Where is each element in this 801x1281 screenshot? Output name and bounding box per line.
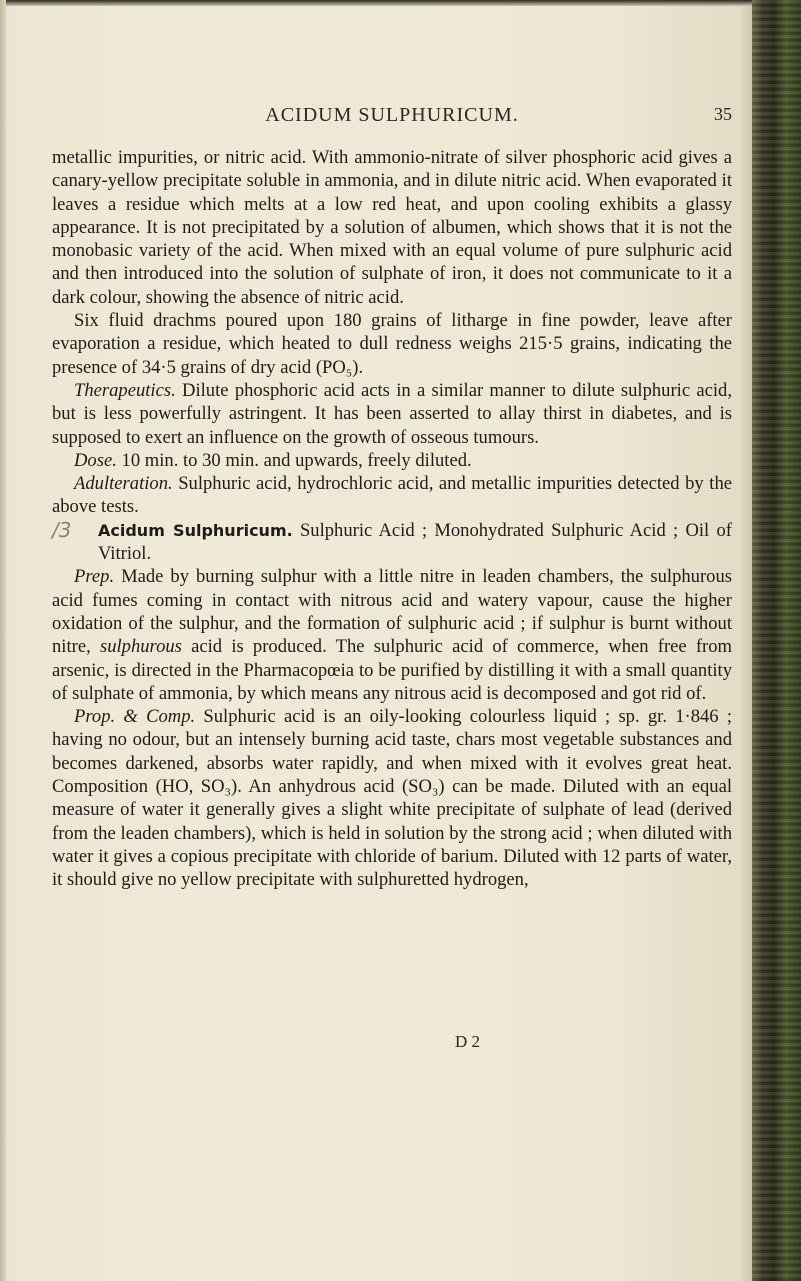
page-body [52,146,732,892]
therapeutics-label: Therapeutics. [74,379,176,401]
therapeutics-text: Dilute phosphoric acid acts in a similar manner to dilute sulphuric acid, but is less powerfully astringent. It has been asserted to allay thirst in diabetes, and is supposed to exert an influence on the growth of osseous tumours. [52,379,732,448]
signature-mark [52,1032,732,1052]
prep-label: Prep. [74,566,115,588]
prop-comp-label: Prop. & Comp. [74,706,196,728]
entry-acidum-sulphuricum [52,519,732,566]
paragraph-dose [52,449,732,472]
paragraph-litharge-test: Six fluid drachms poured upon 180 grains of litharge in fine powder, leave after evaporation a residue, which heated to dull redness weighs 215·5 grains, indicating the presence of 34·5 grains of dry acid (PO₅). [52,310,732,378]
prep-text-b: acid is produced. The sulphuric acid of commerce, when free from arsenic, is directed in the Pharmacopœia to be purified by distilling it with a small quantity of sulphate of ammonia, by which means any nitrous acid is decomposed and got rid of. [52,636,733,704]
paragraph-properties [52,705,732,891]
page-top-edge [0,0,752,6]
paragraph-impurities: metallic impurities, or nitric acid. With ammonio-nitrate of silver phosphoric acid gives a canary-yellow precipitate soluble in ammonia, and in dilute nitric acid. When evaporated it leaves a residue which melts at a low red heat, and upon cooling exhibits a glassy appearance. It is not precipitated by a solution of albumen, which shows that it is not the monobasic variety of the acid. When mixed with an equal volume of pure sulphuric acid and then introduced into the solution of sulphate of iron, it does not communicate to it a dark colour, showing the absence of nitric acid. [52,147,732,308]
page-left-edge [0,0,6,1281]
signature-text: D 2 [454,1032,480,1051]
adulteration-text: Sulphuric acid, hydrochloric acid, and metallic impurities detected by the above tests. [52,473,732,518]
prop-comp-text: Sulphuric acid is an oily-looking colourless liquid ; sp. gr. 1·846 ; having no odour, but an intensely burning acid taste, chars most vegetable substances and becomes darkened, absorbs water rapidly, and when mixed with it evolves great heat. Composition (HO, SO₃). An anhydrous acid (SO₃) can be made. Diluted with an equal measure of water it generally gives a slight white precipitate of sulphate of lead (derived from the leaden chambers), which is held in solution by the strong acid ; when diluted with water it gives a copious precipitate with chloride of barium. Diluted with 12 parts of water, it should give no yellow precipitate with sulphuretted hydrogen, [52,706,733,891]
adulteration-label: Adulteration. [74,473,173,495]
book-binding [752,0,801,1281]
running-title: ACIDUM SULPHURICUM. [265,104,519,126]
paragraph-adulteration [52,472,732,519]
pencil-annotation: /3 [52,517,72,542]
entry-head-synonyms: Sulphuric Acid ; Monohydrated Sulphuric Acid ; Oil of Vitriol. [98,519,732,565]
prep-text-emphasis: sulphurous [99,636,182,658]
paragraph-preparation [52,565,732,705]
paragraph-therapeutics [52,379,732,449]
dose-label: Dose. [74,449,117,471]
entry-head-name: Acidum Sulphuricum. [98,520,293,540]
prep-text-a: Made by burning sulphur with a little nitre in leaden chambers, the sulphurous acid fumes coming in contact with nitrous acid and watery vapour, cause the higher oxidation of the sulphur, and the formation of sulphuric acid ; if sulphur is burnt without nitre, [52,566,732,658]
running-header [52,104,732,132]
dose-text: 10 min. to 30 min. and upwards, freely diluted. [121,449,472,471]
entry-heading [76,519,732,566]
page-number: 35 [714,104,732,124]
